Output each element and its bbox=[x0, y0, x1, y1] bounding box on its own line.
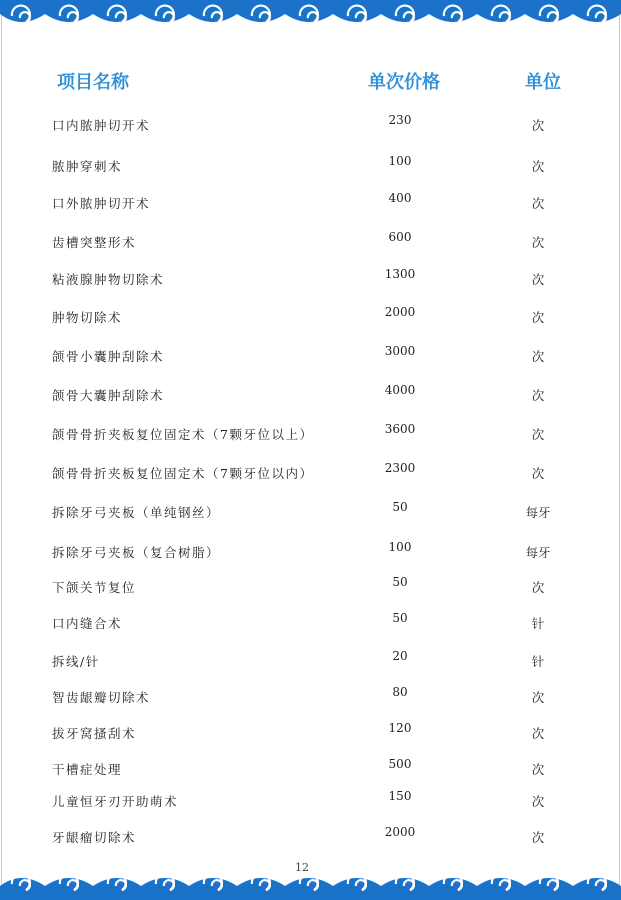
table-row bbox=[0, 825, 621, 848]
item-unit: 针 bbox=[531, 654, 545, 669]
table-row bbox=[0, 461, 621, 484]
table-row bbox=[0, 721, 621, 744]
table-row bbox=[0, 757, 621, 780]
item-unit: 每牙 bbox=[525, 545, 551, 560]
item-unit: 次 bbox=[531, 310, 545, 325]
item-name: 下颌关节复位 bbox=[52, 580, 137, 595]
table-row bbox=[0, 540, 621, 563]
item-unit: 次 bbox=[531, 830, 545, 845]
table-row bbox=[0, 154, 621, 177]
item-price: 50 bbox=[392, 611, 408, 625]
item-name: 口外脓肿切开术 bbox=[52, 196, 151, 211]
item-unit: 次 bbox=[531, 794, 545, 809]
item-unit: 次 bbox=[531, 690, 545, 705]
item-price: 50 bbox=[392, 575, 408, 589]
item-unit: 次 bbox=[531, 118, 545, 133]
item-unit: 次 bbox=[531, 196, 545, 211]
item-unit: 次 bbox=[531, 159, 545, 174]
header-unit-price: 单次价格 bbox=[368, 72, 440, 93]
item-unit: 次 bbox=[531, 762, 545, 777]
header-item-name: 项目名称 bbox=[57, 72, 129, 93]
table-row bbox=[0, 500, 621, 523]
item-price: 2000 bbox=[384, 825, 416, 839]
item-name: 颌骨骨折夹板复位固定术（7颗牙位以上） bbox=[52, 427, 314, 442]
item-name: 拔牙窝搔刮术 bbox=[52, 726, 137, 741]
table-row bbox=[0, 611, 621, 634]
item-unit: 次 bbox=[531, 580, 545, 595]
item-price: 120 bbox=[388, 721, 412, 735]
item-name: 颌骨大囊肿刮除术 bbox=[52, 388, 165, 403]
item-price: 3000 bbox=[384, 344, 416, 358]
item-price: 3600 bbox=[384, 422, 416, 436]
item-name: 肿物切除术 bbox=[52, 310, 123, 325]
item-name: 干槽症处理 bbox=[52, 762, 123, 777]
item-price: 500 bbox=[388, 757, 412, 771]
item-price: 1300 bbox=[384, 267, 416, 281]
item-price: 150 bbox=[388, 789, 412, 803]
item-unit: 次 bbox=[531, 272, 545, 287]
item-unit: 次 bbox=[531, 235, 545, 250]
item-price: 400 bbox=[388, 191, 412, 205]
item-name: 口内脓肿切开术 bbox=[52, 118, 151, 133]
item-name: 颌骨骨折夹板复位固定术（7颗牙位以内） bbox=[52, 466, 314, 481]
header-unit: 单位 bbox=[525, 72, 561, 93]
item-unit: 次 bbox=[531, 466, 545, 481]
item-name: 牙龈瘤切除术 bbox=[52, 830, 137, 845]
item-name: 拆线/针 bbox=[52, 654, 100, 669]
table-row bbox=[0, 422, 621, 445]
item-price: 100 bbox=[388, 154, 412, 168]
table-row bbox=[0, 305, 621, 328]
table-row bbox=[0, 113, 621, 136]
table-row bbox=[0, 267, 621, 290]
item-price: 20 bbox=[392, 649, 408, 663]
table-row bbox=[0, 649, 621, 672]
table-row bbox=[0, 789, 621, 812]
item-unit: 次 bbox=[531, 349, 545, 364]
item-unit: 次 bbox=[531, 427, 545, 442]
item-price: 4000 bbox=[384, 383, 416, 397]
item-price: 2300 bbox=[384, 461, 416, 475]
item-name: 齿槽突整形术 bbox=[52, 235, 137, 250]
item-price: 2000 bbox=[384, 305, 416, 319]
item-name: 颌骨小囊肿刮除术 bbox=[52, 349, 165, 364]
item-price: 50 bbox=[392, 500, 408, 514]
item-name: 智齿龈瓣切除术 bbox=[52, 690, 151, 705]
item-unit: 针 bbox=[531, 616, 545, 631]
table-row bbox=[0, 685, 621, 708]
item-name: 粘液腺肿物切除术 bbox=[52, 272, 165, 287]
item-unit: 次 bbox=[531, 726, 545, 741]
item-name: 脓肿穿刺术 bbox=[52, 159, 123, 174]
item-price: 230 bbox=[388, 113, 412, 127]
table-row bbox=[0, 575, 621, 598]
table-row bbox=[0, 230, 621, 253]
item-unit: 每牙 bbox=[525, 505, 551, 520]
item-price: 80 bbox=[392, 685, 408, 699]
page-number: 12 bbox=[295, 861, 309, 874]
item-name: 拆除牙弓夹板（复合树脂） bbox=[52, 545, 221, 560]
item-name: 儿童恒牙刃开助萌术 bbox=[52, 794, 179, 809]
item-name: 口内缝合术 bbox=[52, 616, 123, 631]
table-row bbox=[0, 191, 621, 214]
item-price: 600 bbox=[388, 230, 412, 244]
table-row bbox=[0, 383, 621, 406]
table-row bbox=[0, 344, 621, 367]
item-unit: 次 bbox=[531, 388, 545, 403]
item-price: 100 bbox=[388, 540, 412, 554]
item-name: 拆除牙弓夹板（单纯钢丝） bbox=[52, 505, 221, 520]
